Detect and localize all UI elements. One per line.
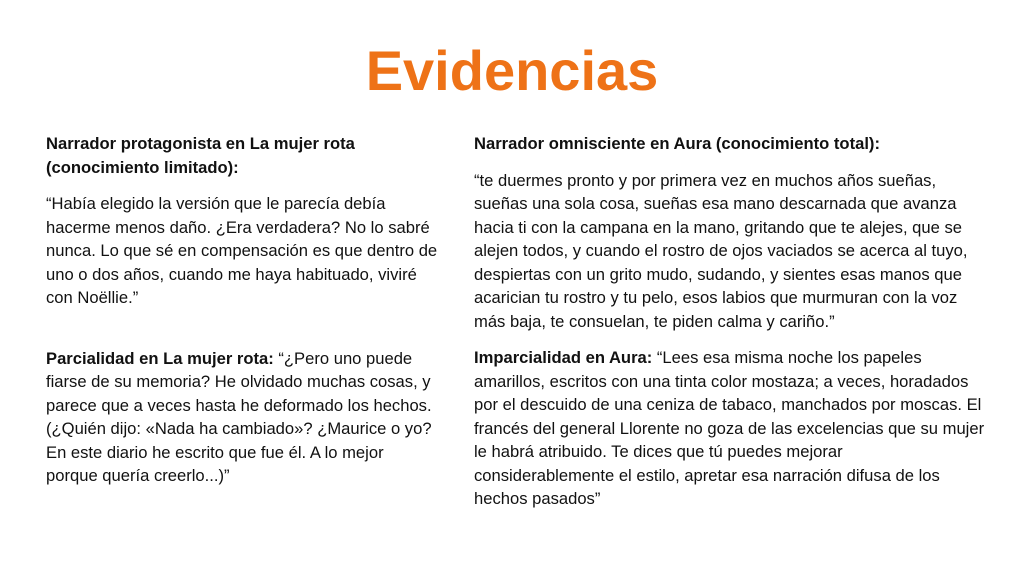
right-section-2 <box>474 346 986 511</box>
right-section-2-text: “Lees esa misma noche los papeles amarillos, escritos con una tinta color mostaza; a veces, horadados por el descuido de una ceniza de tabaco, manchados por moscas. El francés del general Llorente no goza de las excelencias que su mujer le habrá atribuido. Te dices que tú puedes mejorar considerablemente el estilo, apretar esa narración difusa de los hechos pasados” <box>474 348 985 508</box>
left-section-2-text: “¿Pero uno puede fiarse de su memoria? He olvidado muchas cosas, y parece que a veces hasta he deformado los hechos. (¿Quién dijo: «Nada ha cambiado»? ¿Maurice o yo? En este diario he escrito que fue él. A lo mejor porque quería creerlo...)” <box>46 348 432 485</box>
slide-title: Evidencias <box>365 39 659 102</box>
left-heading: Narrador protagonista en La mujer rota (conocimiento limitado): <box>46 134 355 177</box>
left-quote: “Había elegido la versión que le parecía debía hacerme menos daño. ¿Era verdadera? No lo sabré nunca. Lo que sé en compensación es que dentro de uno o dos años, cuando me haya habituado, viviré con Noëllie.” <box>46 194 438 307</box>
right-section-2-label: Imparcialidad en Aura: <box>474 348 653 367</box>
left-column <box>46 132 438 488</box>
right-quote: “te duermes pronto y por primera vez en muchos años sueñas, sueñas una sola cosa, sueñas esa mano descarnada que avanza hacia ti con la campana en la mano, gritando que te alejes, que se alejen todos, y cuando el rostro de ojos vaciados se acerca al tuyo, despiertas con un grito mudo, sudando, y sientes esas manos que acarician tu rostro y tu pelo, esos labios que murmuran con la voz más baja, te consuelan, te piden calma y cariño.” <box>474 170 968 331</box>
left-section-2 <box>46 347 438 488</box>
right-column <box>474 132 986 511</box>
left-section-2-label: Parcialidad en La mujer rota: <box>46 348 274 368</box>
right-heading: Narrador omnisciente en Aura (conocimiento total): <box>474 134 880 153</box>
